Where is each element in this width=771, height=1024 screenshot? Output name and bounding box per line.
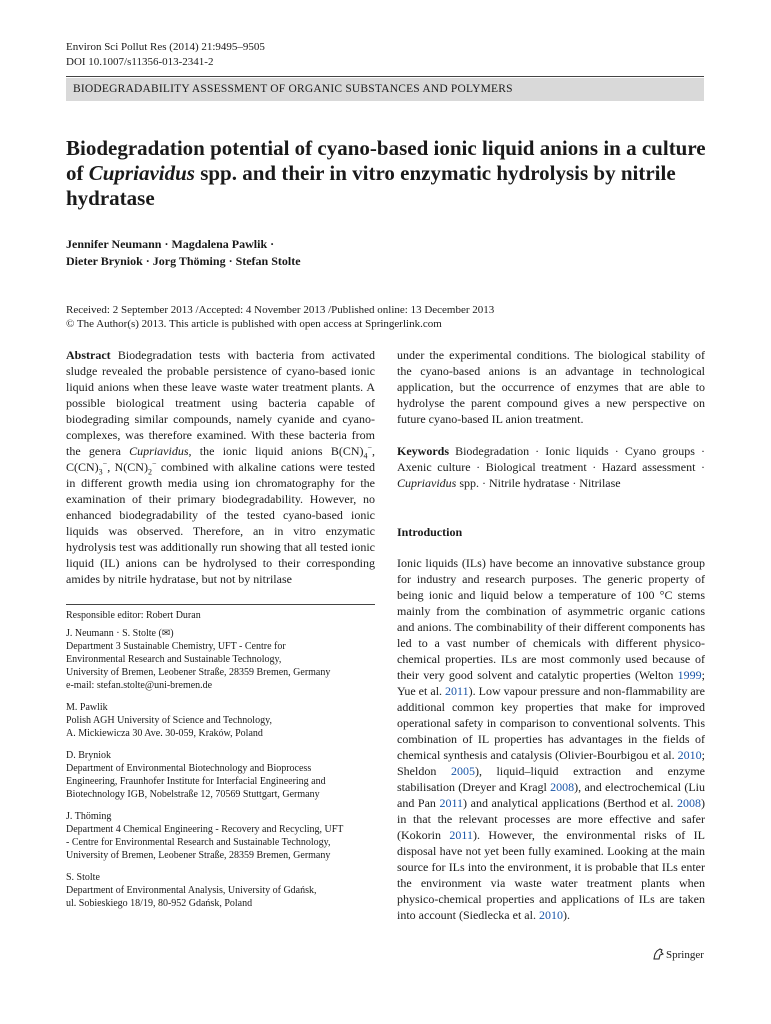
introduction-heading: Introduction [397,525,463,539]
abstract-label: Abstract [66,348,111,362]
affiliation-line: Department 4 Chemical Engineering - Recovery and Recycling, UFT [66,824,344,835]
title-text-2: spp. and their in vitro enzymatic hydrolysis by nitrile hydratase [66,161,676,210]
abstract-text: , the ionic liquid anions B(CN) [188,444,364,458]
affiliation-line: Department of Environmental Biotechnology and Bioprocess [66,763,312,774]
intro-text: ), liquid–liquid extraction and enzyme stabilisation (Dreyer and Kragl [397,764,705,794]
superscript: − [151,459,157,468]
keywords [397,443,705,491]
affiliation-block [66,627,375,692]
affiliation-names: M. Pawlik [66,702,108,713]
keywords-label: Keywords [397,444,449,458]
affiliation-names: J. Thöming [66,811,112,822]
affiliations [66,609,375,919]
intro-text: ) and analytical applications (Berthod et al. [463,796,677,810]
intro-text: ; Sheldon [397,748,705,778]
author-line-2: Dieter Bryniok · Jorg Thöming · Stefan Stolte [66,254,301,268]
citation-link[interactable]: 2011 [449,828,473,842]
intro-text: ), and electrochemical (Liu and Pan [397,780,706,810]
affiliation-rule [66,604,375,605]
affiliation-block [66,749,375,801]
affiliation-names: S. Stolte [66,872,100,883]
superscript: − [367,443,373,452]
abstract-text: , C(CN) [66,444,376,474]
responsible-editor: Responsible editor: Robert Duran [66,610,201,621]
intro-text: ) in that the relevant processes are more effective and safer (Kokorin [397,796,705,842]
intro-text: ). [562,908,570,922]
affiliation-line: Environmental Research and Sustainable Technology, [66,654,282,665]
subscript: 3 [98,467,103,477]
intro-text: ). However, the environmental risks of IL disposal have not yet been fully examined. Looking at the main source for ILs into the environment, it is probable that ILs enter the environment via waste water treatment plants when physico-chemical properties and applications of ILs are taken into account (Siedlecka et al. [397,828,705,922]
abstract-text: , N(CN) [107,460,148,474]
journal-doi: DOI 10.1007/s11356-013-2341-2 [66,56,214,68]
affiliation-block [66,810,375,862]
abstract-text: combined with alkaline cations were tested in different growth media using ion chromatography for the examination of their primary biodegradability. However, no enhanced biodegradability of the tested cyano-based ionic liquids was observed. Therefore, an in vitro enzymatic hydrolysis test was additionally run showing that all tested ionic liquid (IL) anions can be hydrolysed to their corresponding amides by nitrile hydratase, but not by nitrilase [66,460,375,586]
intro-text: ). Low vapour pressure and non-flammability are additional common key properties that make for improved operational safety in comparison to conventional solvents. This combination of IL properties has advantages in the fields of chemical synthesis and catalysis (Olivier-Bourbigou et al. [397,684,705,762]
abstract-continued [397,347,705,427]
author-list [66,236,301,270]
copyright-line: © The Author(s) 2013. This article is published with open access at Springerlink.com [66,318,442,330]
citation-link[interactable]: 2010 [538,908,563,922]
affiliation-line: Department of Environmental Analysis, University of Gdańsk, [66,885,317,896]
keywords-text: spp. · Nitrile hydratase · Nitrilase [456,476,621,490]
affiliation-line: University of Bremen, Leobener Straße, 28359 Bremen, Germany [66,667,331,678]
citation-link[interactable]: 2008 [550,780,575,794]
affiliation-line: Biotechnology IGB, Nobelstraße 12, 70569 Stuttgart, Germany [66,789,320,800]
publisher-footer [652,948,704,964]
introduction-body [397,555,705,923]
affiliation-line: University of Bremen, Leobener Straße, 28359 Bremen, Germany [66,850,331,861]
header-rule [66,76,704,77]
keywords-text: Biodegradation · Ionic liquids · Cyano groups · Axenic culture · Biological treatment · Hazard assessment · [397,444,705,474]
affiliation-block [66,871,375,910]
dates-line: Received: 2 September 2013 /Accepted: 4 November 2013 /Published online: 13 December 2013 [66,304,495,316]
journal-header [66,40,265,70]
article-title [66,136,706,211]
intro-text: Ionic liquids (ILs) have become an innovative substance group for industry and research purposes. The generic property of being ionic and liquid below a temperature of 100 °C stems mainly from the combination of asymmetric organic cations and anions. The combinability of their different components has led to a vast number of chemicals with different physico-chemical properties. ILs are most commonly used because of their very good solvent and catalytic properties (Welton [397,556,705,682]
subscript: 2 [147,467,152,477]
abstract-continued-text: under the experimental conditions. The biological stability of the cyano-based anions is an advantage in technological application, but the occurrence of enzymes that are able to hydrolyse the parent compound gives a new perspective on future cyano-based IL anion treatment. [397,348,705,426]
citation-link[interactable]: 2011 [439,796,464,810]
citation-link[interactable]: 2010 [677,748,702,762]
citation-link[interactable]: 1999 [677,668,702,682]
citation-link[interactable]: 2008 [677,796,701,810]
title-text-1: Biodegradation potential of cyano-based ionic liquid anions in a culture of [66,136,706,185]
publication-dates [66,303,494,331]
affiliation-line: Polish AGH University of Science and Technology, [66,715,272,726]
affiliation-names: D. Bryniok [66,750,111,761]
title-genus: Cupriavidus [88,161,195,185]
affiliation-line: A. Mickiewicza 30 Ave. 30-059, Kraków, Poland [66,728,263,739]
journal-citation: Environ Sci Pollut Res (2014) 21:9495–9505 [66,41,265,53]
superscript: − [102,459,108,468]
author-line-1: Jennifer Neumann · Magdalena Pawlik · [66,237,275,251]
springer-horse-icon [652,948,664,964]
affiliation-line: - Centre for Environmental Research and Sustainable Technology, [66,837,331,848]
abstract [66,347,375,587]
citation-link[interactable]: 2005 [450,764,475,778]
intro-text: ; Yue et al. [397,668,705,698]
publisher-name: Springer [666,949,704,961]
abstract-text: Biodegradation tests with bacteria from activated sludge revealed the probable persistence of cyano-based ionic liquid anions when these leave waste water treatment plants. A possible biological treatment using bacteria capable of biodegrading similar compounds, namely cyanide and cyano-complexes, was therefore examined. With these bacteria from the genera [66,348,375,458]
citation-link[interactable]: 2011 [445,684,469,698]
subscript: 4 [363,451,368,461]
affiliation-line: ul. Sobieskiego 18/19, 80-952 Gdańsk, Poland [66,898,253,909]
keywords-genus: Cupriavidus [397,476,457,490]
affiliation-line: Engineering, Fraunhofer Institute for Interfacial Engineering and [66,776,326,787]
affiliation-line: Department 3 Sustainable Chemistry, UFT - Centre for [66,641,286,652]
abstract-genus: Cupriavidus [129,444,189,458]
affiliation-block [66,701,375,740]
email-link[interactable]: e-mail: stefan.stolte@uni-bremen.de [66,680,213,691]
affiliation-names: J. Neumann · S. Stolte (✉) [66,628,174,639]
section-banner: BIODEGRADABILITY ASSESSMENT OF ORGANIC SUBSTANCES AND POLYMERS [66,78,704,101]
